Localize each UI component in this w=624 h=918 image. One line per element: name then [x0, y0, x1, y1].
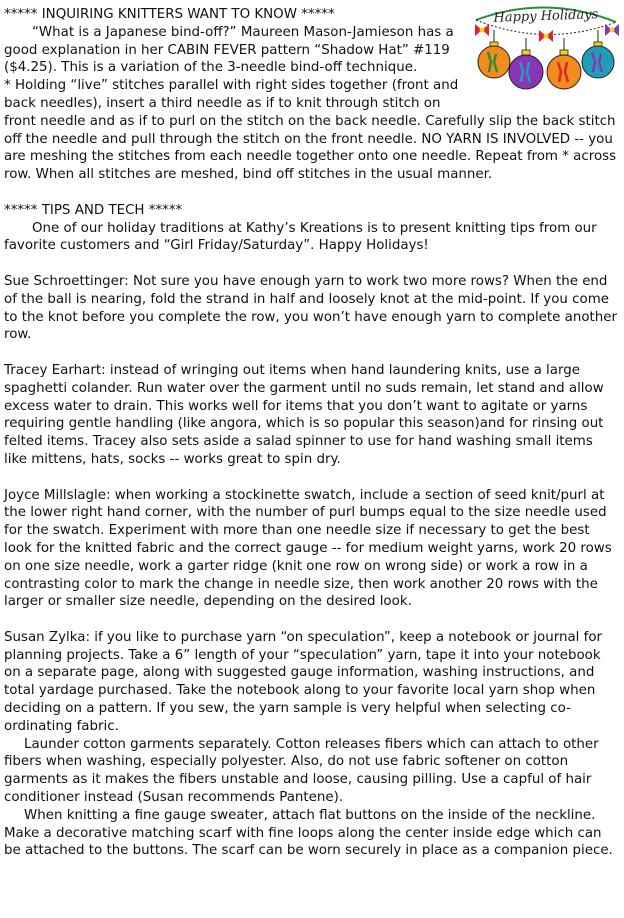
- paragraph-gap: [4, 469, 620, 487]
- tips-intro: One of our holiday traditions at Kathy’s Kreations is to present knitting tips from our favorite customers and “Girl Friday/Saturday”. Happy Holidays!: [4, 220, 597, 254]
- paragraph-gap: [4, 184, 620, 202]
- tip-sue-schroettinger: Sue Schroettinger: Not sure you have enough yarn to work two more rows? When the end of the ball is nearing, fold the strand in half and loosely knot at the mid-point. If you come to the knot before you complete the row, you won’t have enough yarn to complete another row.: [4, 273, 618, 343]
- tip-susan-zylka: Susan Zylka: if you like to purchase yarn “on speculation”, keep a notebook or journal for planning projects. Take a 6” length of your “speculation” yarn, tape it into your notebook on a separate page, along with suggested gauge information, washing instructions, and total yardage purchased. Take the notebook along to your favorite local yarn shop when deciding on a pattern. If you sew, the yarn sample is very helpful when selecting co-ordinating fabric.: [4, 629, 603, 734]
- section-heading-inquiring-knitters: ***** INQUIRING KNITTERS WANT TO KNOW *****: [4, 7, 335, 22]
- banner-text: Happy Holidays: [493, 7, 599, 26]
- tip-joyce-millslagle: Joyce Millslagle: when working a stockinette swatch, include a section of seed knit/purl at the lower right hand corner, with the number of purl bumps equal to the size needle used for the swatch. Experiment with more than one needle size if necessary to get the best look for the knitted fabric and the correct gauge -- for medium weight yarns, work 20 rows on one size needle, work a garter ridge (knit one row on wrong side) or work a row in a contrasting color to mark the change in needle size, then work another 20 rows with the larger or smaller size needle, depending on the desired look.: [4, 487, 612, 610]
- tip-tracey-earhart: Tracey Earhart: instead of wringing out items when hand laundering knits, use a large spaghetti colander. Run water over the garment until no suds remain, let stand and allow excess water to drain. This works well for items that you don’t want to agitate or yarns requiring gentle handling (like angora, which is so popular this season)and for rinsing out felted items. Tracey also sets aside a salad spinner to use for hand washing small items like mittens, hats, socks -- works great to spin dry.: [4, 362, 604, 467]
- ornament-spacer: [470, 6, 620, 100]
- paragraph-gap: [4, 255, 620, 273]
- newsletter-page: [4, 6, 620, 860]
- japanese-bind-off-instructions: * Holding “live” stitches parallel with right sides together (front and back needles), insert a third needle as if to knit through stitch on front needle and as if to purl on the stitch on the back needle. Carefully slip the back stitch off the needle and pull through the stitch on the front needle. NO YARN IS INVOLVED -- you are meshing the stitches from each needle together onto one needle. Repeat from * across row. When all stitches are meshed, bind off stitches in the usual manner.: [4, 78, 617, 183]
- tip-susan-zylka-laundering: Launder cotton garments separately. Cotton releases fibers which can attach to other fibers when washing, especially polyester. Also, do not use fabric softener on cotton garments as it makes the fibers unstable and loose, causing pilling. Use a capful of hair conditioner instead (Susan recommends Pantene).: [4, 736, 599, 806]
- paragraph-gap: [4, 611, 620, 629]
- section-heading-tips-and-tech: ***** TIPS AND TECH *****: [4, 202, 183, 218]
- paragraph-gap: [4, 344, 620, 362]
- tip-susan-zylka-buttons: When knitting a fine gauge sweater, attach flat buttons on the inside of the neckline. Make a decorative matching scarf with fine loops along the center inside edge which can be attached to the buttons. The scarf can be worn securely in place as a companion piece.: [4, 807, 613, 859]
- japanese-bind-off-intro: “What is a Japanese bind-off?” Maureen Mason-Jamieson has a good explanation in her CABIN FEVER pattern “Shadow Hat” #119 ($4.25). This is a variation of the 3-needle bind-off technique.: [4, 24, 454, 76]
